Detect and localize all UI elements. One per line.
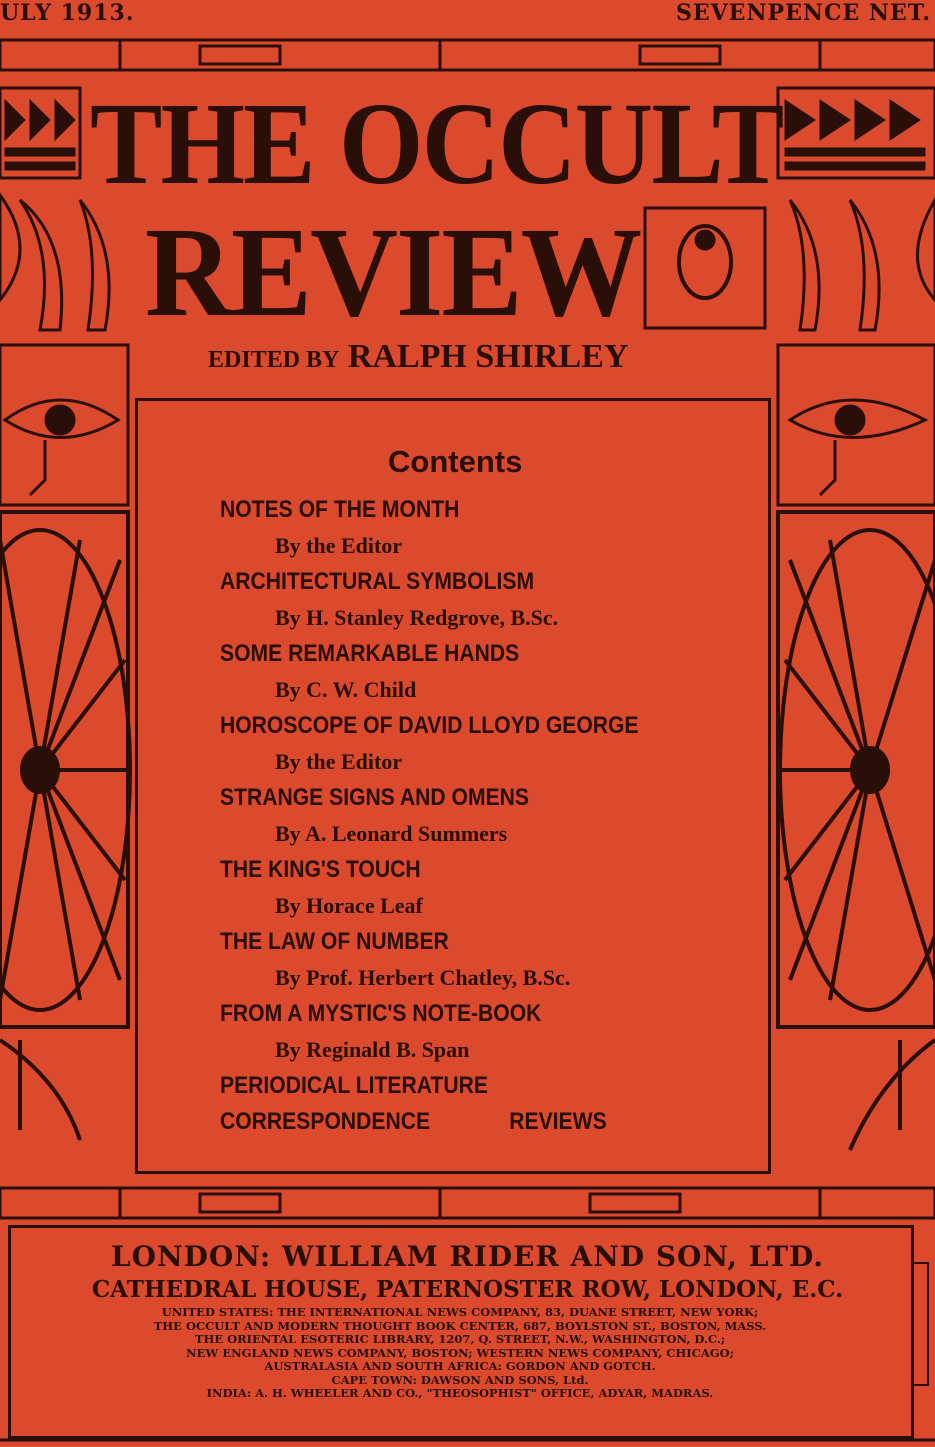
toc-periodical[interactable]: PERIODICAL LITERATURE bbox=[220, 1072, 488, 1099]
masthead-title-line1: THE OCCULT bbox=[90, 78, 783, 209]
toc-title[interactable]: HOROSCOPE OF DAVID LLOYD GEORGE bbox=[220, 712, 639, 739]
toc-reviews[interactable]: REVIEWS bbox=[509, 1108, 607, 1135]
toc-author: By H. Stanley Redgrove, B.Sc. bbox=[275, 605, 559, 630]
right-wheel bbox=[778, 512, 935, 1150]
toc-author: By the Editor bbox=[275, 533, 403, 558]
left-eye-panel bbox=[0, 345, 128, 505]
agent-line: THE ORIENTAL ESOTERIC LIBRARY, 1207, Q. STREET, N.W., WASHINGTON, D.C.; bbox=[194, 1332, 726, 1346]
toc-author: By A. Leonard Summers bbox=[275, 821, 508, 846]
toc-author: By Reginald B. Span bbox=[275, 1037, 470, 1062]
toc-last-row bbox=[220, 1104, 678, 1140]
left-wheel bbox=[0, 512, 130, 1140]
agent-line: THE OCCULT AND MODERN THOUGHT BOOK CENTER, 687, BOYLSTON ST., BOSTON, MASS. bbox=[153, 1318, 767, 1333]
toc-title[interactable]: FROM A MYSTIC'S NOTE-BOOK bbox=[220, 1000, 542, 1027]
publisher-address: CATHEDRAL HOUSE, PATERNOSTER ROW, LONDON, E.C. bbox=[91, 1276, 844, 1303]
agents-list bbox=[20, 1306, 900, 1401]
toc-author: By Prof. Herbert Chatley, B.Sc. bbox=[275, 965, 571, 990]
agent-line: CAPE TOWN: DAWSON AND SONS, Ltd. bbox=[331, 1372, 589, 1387]
toc-title[interactable]: STRANGE SIGNS AND OMENS bbox=[220, 784, 530, 811]
toc-title[interactable]: THE KING'S TOUCH bbox=[220, 856, 421, 883]
toc-title[interactable]: NOTES OF THE MONTH bbox=[220, 496, 460, 523]
masthead-title-line2: REVIEW bbox=[145, 201, 641, 343]
editor-credit bbox=[208, 338, 628, 376]
agent-line: AUSTRALASIA AND SOUTH AFRICA: GORDON AND GOTCH. bbox=[264, 1359, 656, 1373]
edited-by-prefix: EDITED BY bbox=[208, 347, 340, 373]
contents-heading: Contents bbox=[388, 444, 523, 479]
toc-title[interactable]: ARCHITECTURAL SYMBOLISM bbox=[220, 568, 535, 595]
toc-author: By C. W. Child bbox=[275, 677, 417, 702]
toc-author: By Horace Leaf bbox=[275, 893, 423, 918]
toc-title[interactable]: SOME REMARKABLE HANDS bbox=[220, 640, 520, 667]
toc-author: By the Editor bbox=[275, 749, 403, 774]
editor-name: RALPH SHIRLEY bbox=[347, 338, 629, 375]
toc-correspondence[interactable]: CORRESPONDENCE bbox=[220, 1108, 431, 1135]
publisher-name: LONDON: WILLIAM RIDER AND SON, LTD. bbox=[110, 1240, 825, 1273]
agent-line: INDIA: A. H. WHEELER AND CO., "THEOSOPHIST" OFFICE, ADYAR, MADRAS. bbox=[206, 1386, 714, 1400]
table-of-contents bbox=[220, 492, 740, 1140]
agent-line: NEW ENGLAND NEWS COMPANY, BOSTON; WESTERN NEWS COMPANY, CHICAGO; bbox=[186, 1345, 734, 1360]
agent-line: UNITED STATES: THE INTERNATIONAL NEWS COMPANY, 83, DUANE STREET, NEW YORK; bbox=[161, 1305, 759, 1319]
price: SEVENPENCE NET. bbox=[675, 0, 931, 26]
right-eye-panel bbox=[778, 345, 935, 505]
issue-date: ULY 1913. bbox=[0, 0, 135, 26]
toc-title[interactable]: THE LAW OF NUMBER bbox=[220, 928, 449, 955]
